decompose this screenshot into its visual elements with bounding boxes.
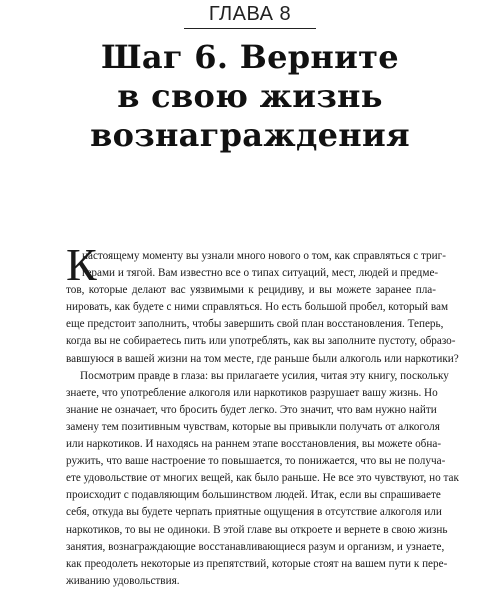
text-line: знаете, что употребление алкоголя или наркотиков разрушает вашу жизнь. Но [66,386,438,399]
text-line: нировать, как будете с ними справляться. Но есть большой пробел, который вам [66,301,449,314]
text-line: тов, которые делают вас уязвимыми к рецидиву, и вы можете заранее пла- [66,284,436,297]
text-line: или наркотиков. И находясь на раннем этапе восстановления, вы можете обна- [66,438,442,451]
chapter-title [0,38,500,155]
text-line: еще предстоит заполнить, чтобы завершить свой план восстановления. Теперь, [66,318,444,331]
text-line: происходит с подавляющим большинством людей. Итак, если вы спрашиваете [66,489,441,502]
text-line: как преодолеть некоторые из препятствий, которые стоят на вашем пути к пере- [66,557,448,570]
paragraph-2 [66,368,459,590]
chapter-header [0,0,500,40]
chapter-underline [184,28,316,29]
text-line: наркотиков, то вы не одиноки. В этой главе вы откроете и вернете в свою жизнь [66,523,448,536]
text-line: замену тем позитивным чувствам, которые вы привыкли получать от алкоголя [66,420,440,433]
text-line: живанию удовольствия. [66,574,180,587]
text-line: занятия, вознаграждающие восстанавливающиеся разум и организм, и узнаете, [66,540,445,553]
body-text [66,239,459,590]
text-line: вавшуюся в вашей жизни на том месте, где раньше были алкоголь или наркотики? [66,352,459,365]
text-line: ружить, что ваше настроение то повышается, то понижается, что вы не получа- [66,455,446,468]
chapter-title-line-1: Шаг 6. Верните [101,38,399,76]
text-line: герами и тягой. Вам известно все о типах ситуаций, мест, людей и предме- [82,267,439,280]
chapter-title-line-2: в свою жизнь [117,77,383,115]
text-line: настоящему моменту вы узнали много нового о том, как справляться с триг- [82,250,446,262]
text-line: знание не означает, что бросить будет легко. Это значит, что вам нужно найти [66,403,437,416]
text-line: себя, откуда вы будете черпать приятные ощущения в отсутствие алкоголя или [66,506,442,519]
text-line: когда вы не собираетесь пить или употреблять, как вы заполните пустоту, образо- [66,335,456,348]
paragraph-1 [66,239,459,368]
chapter-title-line-3: вознаграждения [90,116,410,154]
text-line: Посмотрим правде в глаза: вы прилагаете усилия, читая эту книгу, поскольку [80,369,449,382]
drop-cap: К [66,239,97,290]
chapter-label: ГЛАВА 8 [208,3,292,25]
text-line: ете удовольствие от многих вещей, как было раньше. Не все это чувствуют, но так [66,472,459,485]
